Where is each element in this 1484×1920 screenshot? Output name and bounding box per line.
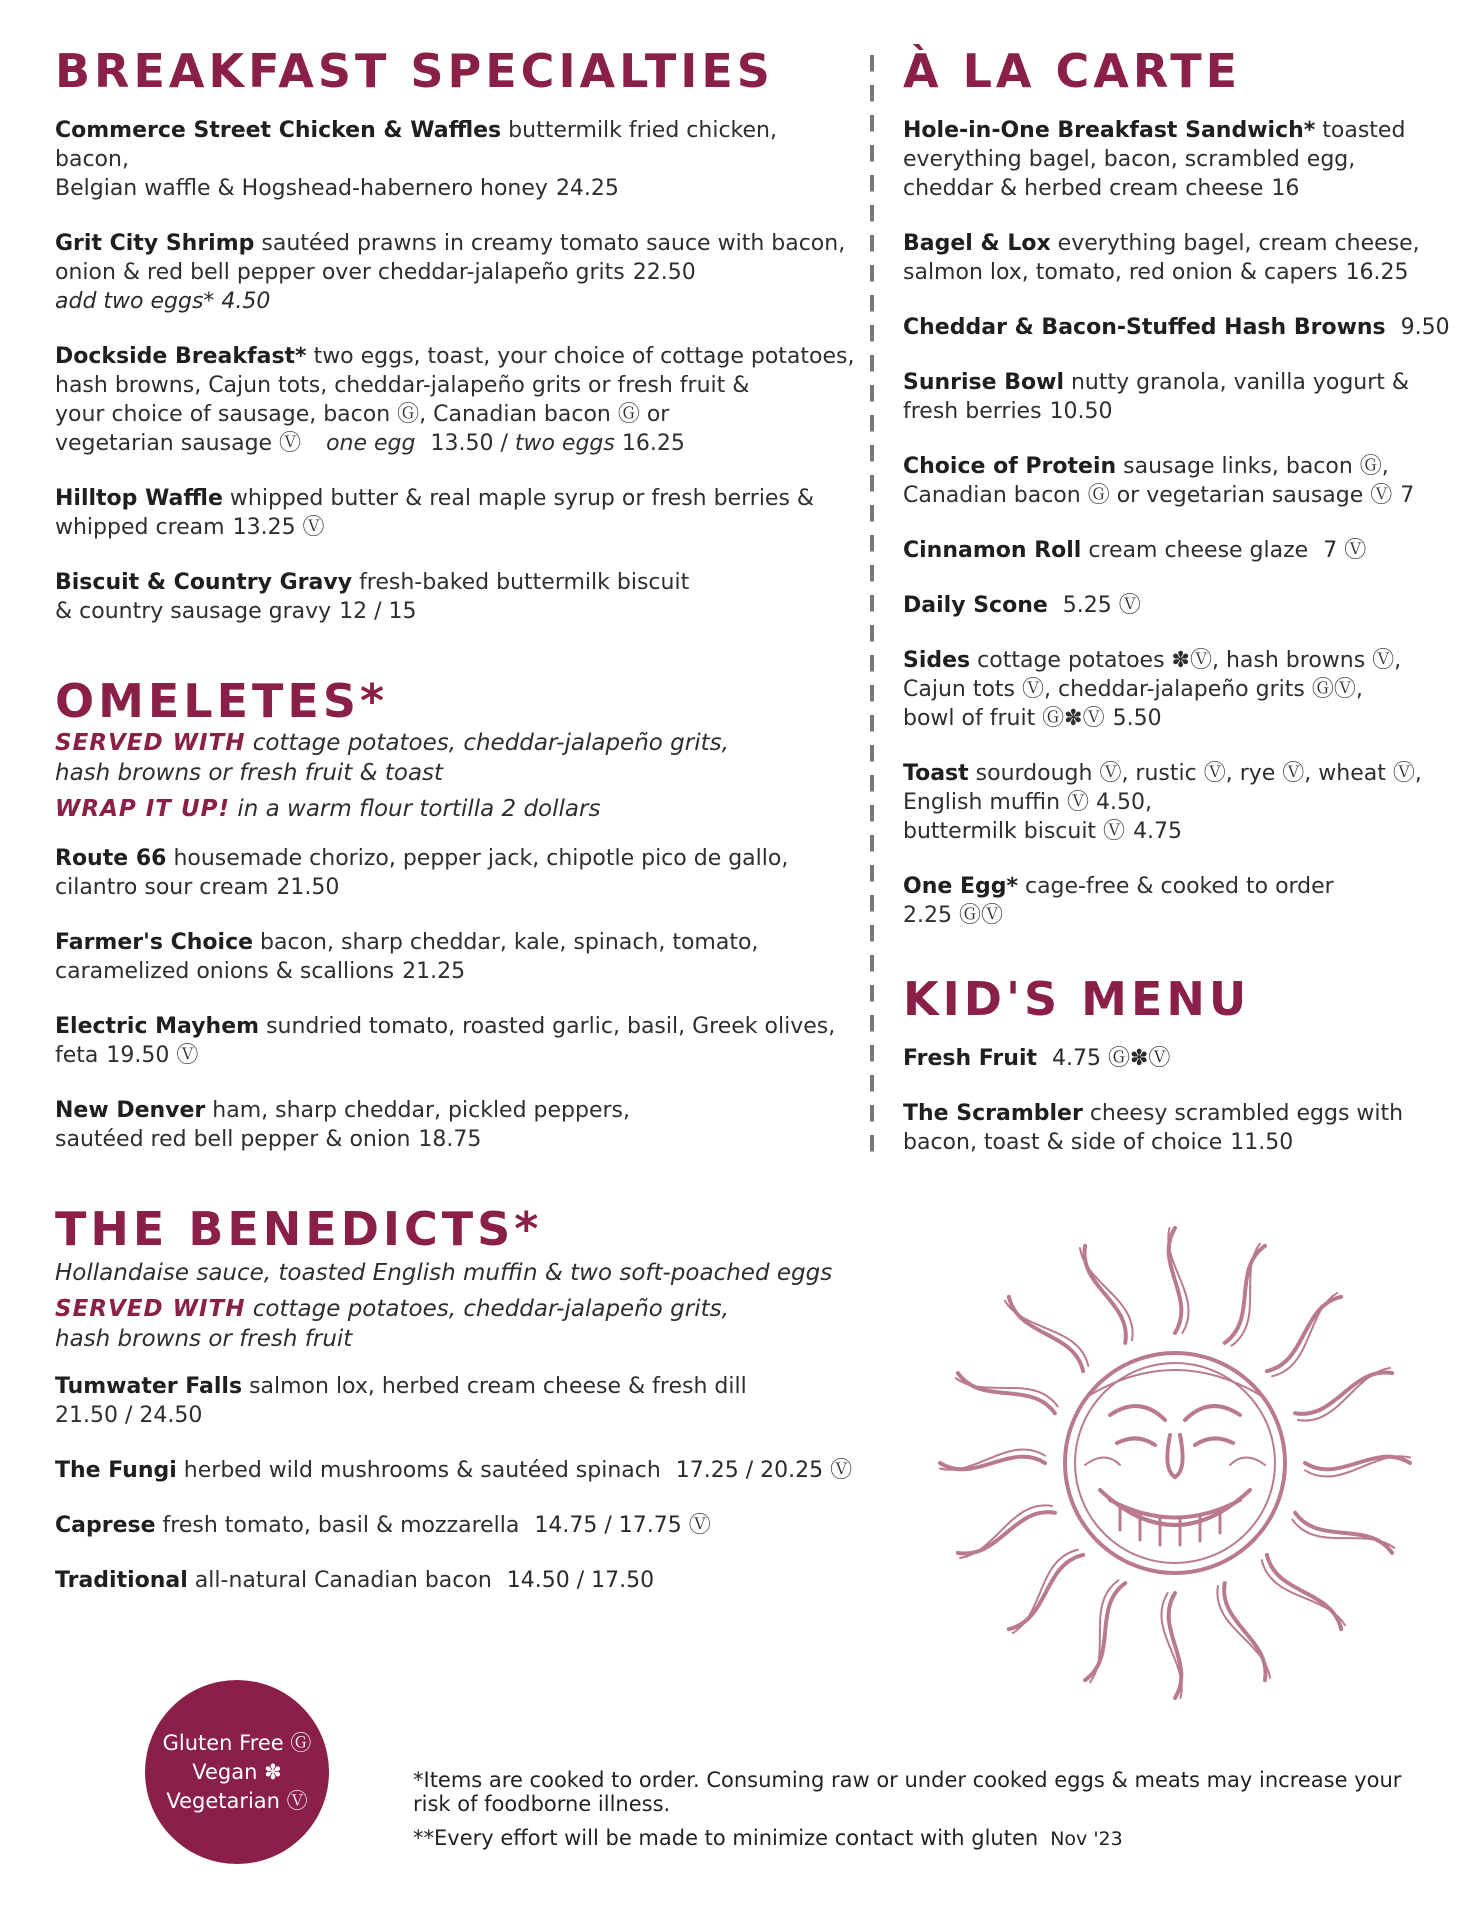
item-desc: sautéed red bell pepper & onion — [55, 1127, 411, 1152]
item-name: Grit City Shrimp — [55, 231, 255, 256]
served-text: hash browns or fresh fruit & toast — [55, 760, 444, 786]
item-name: Hilltop Waffle — [55, 486, 223, 511]
item-desc: sautéed prawns in creamy tomato sauce with bacon, — [261, 231, 846, 256]
item-price: 14.75 / 17.75 Ⓥ — [534, 1513, 711, 1538]
item-price: 17.25 / 20.25 Ⓥ — [675, 1458, 853, 1483]
item-desc: everything bagel, cream cheese, — [1057, 231, 1420, 256]
item-name: Choice of Protein — [903, 454, 1117, 479]
sun-ray — [1084, 1246, 1125, 1343]
kids-title: KID'S MENU — [903, 972, 1251, 1026]
item-price: 5.50 — [1112, 706, 1162, 731]
item-desc: housemade chorizo, pepper jack, chipotle pico de gallo, — [173, 846, 789, 871]
item-desc: cheddar & herbed cream cheese — [903, 176, 1264, 201]
wrap-text: in a warm flour tortilla 2 dollars — [237, 796, 601, 822]
item-desc: sundried tomato, roasted garlic, basil, Greek olives, — [266, 1014, 836, 1039]
item-name: Toast — [903, 761, 969, 786]
item-name: Fresh Fruit — [903, 1046, 1037, 1071]
item-name: Cinnamon Roll — [903, 538, 1082, 563]
sun-ray — [1267, 1555, 1341, 1629]
item-desc: cilantro sour cream — [55, 875, 269, 900]
footnote-gluten — [413, 1826, 1443, 1851]
item-price: 4.75 Ⓖ✽Ⓥ — [1052, 1046, 1171, 1071]
item-desc: hash browns, Cajun tots, cheddar-jalapeño grits or fresh fruit & — [55, 373, 750, 398]
item-desc: vegetarian sausage Ⓥ — [55, 431, 302, 456]
menu-date: Nov '23 — [1050, 1828, 1123, 1850]
menu-item — [903, 313, 1463, 342]
dietary-legend — [145, 1680, 329, 1864]
item-name: Bagel & Lox — [903, 231, 1051, 256]
sun-ray — [940, 1457, 1045, 1470]
legend-gluten-free: Gluten Free Ⓖ — [162, 1730, 312, 1755]
item-name: The Fungi — [55, 1458, 177, 1483]
menu-item — [55, 844, 855, 902]
sun-ray — [1224, 1583, 1265, 1680]
served-text: cottage potatoes, cheddar-jalapeño grits, — [252, 1296, 729, 1322]
price-label: one egg — [326, 431, 416, 456]
item-name: Tumwater Falls — [55, 1374, 243, 1399]
served-label: SERVED WITH — [55, 1296, 246, 1322]
item-desc: onion & red bell pepper over cheddar-jalapeño grits — [55, 260, 625, 285]
menu-item — [55, 1096, 855, 1154]
item-desc: & country sausage gravy — [55, 599, 332, 624]
item-desc: Canadian bacon Ⓖ or vegetarian sausage Ⓥ — [903, 483, 1393, 508]
item-name: Daily Scone — [903, 593, 1048, 618]
menu-item — [903, 229, 1463, 287]
menu-item — [903, 646, 1463, 733]
item-price: 11.50 — [1230, 1130, 1294, 1155]
served-with — [55, 728, 855, 788]
menu-item — [903, 536, 1463, 565]
item-price: 5.25 Ⓥ — [1062, 593, 1141, 618]
item-desc: Cajun tots Ⓥ, cheddar-jalapeño grits ⒼⓋ, — [903, 677, 1363, 702]
item-price: 2.25 ⒼⓋ — [903, 903, 1003, 928]
item-price: 16.25 — [621, 431, 685, 456]
wrap-note — [55, 794, 855, 824]
menu-item — [903, 452, 1463, 510]
item-price: 9.50 — [1400, 315, 1450, 340]
sun-face-icon — [905, 1215, 1445, 1715]
item-desc: fresh berries — [903, 399, 1042, 424]
footnote-gluten-text: **Every effort will be made to minimize contact with gluten — [413, 1826, 1039, 1850]
menu-item — [55, 1566, 855, 1595]
item-desc: fresh-baked buttermilk biscuit — [359, 570, 690, 595]
legend-vegan: Vegan ✽ — [192, 1759, 282, 1784]
item-desc: whipped cream — [55, 515, 225, 540]
sun-ray — [1169, 1228, 1182, 1333]
benedicts-title: THE BENEDICTS* — [55, 1202, 543, 1256]
menu-item — [55, 484, 855, 542]
item-price: 13.50 — [430, 431, 494, 456]
menu-item — [903, 759, 1463, 846]
left-column — [55, 0, 855, 1621]
item-desc: salmon lox, herbed cream cheese & fresh dill — [249, 1374, 747, 1399]
menu-item — [903, 1044, 1463, 1073]
item-desc: bacon, toast & side of choice — [903, 1130, 1223, 1155]
item-name: Biscuit & Country Gravy — [55, 570, 353, 595]
benedicts-intro: Hollandaise sauce, toasted English muffin & two soft-poached eggs — [55, 1260, 833, 1286]
alacarte-title: À LA CARTE — [903, 44, 1242, 98]
item-desc: herbed wild mushrooms & sautéed spinach — [183, 1458, 661, 1483]
item-price: 19.50 Ⓥ — [106, 1043, 199, 1068]
menu-item: Dockside Breakfast* two eggs, toast, your choice of cottage potatoes, hash browns, Cajun tots, cheddar-jalapeño grits or fresh fruit & your choice of sausage, bacon Ⓖ, Canadian bacon Ⓖ or vegetarian sausage Ⓥ one egg 13.50 / two eggs 16.25 — [55, 344, 855, 456]
item-addon: add two eggs* 4.50 — [55, 289, 271, 314]
menu-item — [55, 1012, 855, 1070]
item-name: Caprese — [55, 1513, 156, 1538]
item-name: Commerce Street Chicken & Waffles — [55, 118, 502, 143]
menu-item — [55, 568, 855, 626]
menu-item — [903, 872, 1463, 930]
item-name: Dockside Breakfast* — [55, 344, 307, 369]
item-price: 16 — [1271, 176, 1300, 201]
column-divider — [870, 55, 874, 1155]
sun-ray — [1009, 1297, 1083, 1371]
served-with — [55, 1294, 855, 1354]
item-desc: cream cheese glaze — [1088, 538, 1309, 563]
item-desc: sausage links, bacon Ⓖ, — [1123, 454, 1389, 479]
item-price: 21.50 — [276, 875, 340, 900]
item-desc: buttermilk biscuit Ⓥ — [903, 819, 1126, 844]
item-desc: feta — [55, 1043, 99, 1068]
wrap-label: WRAP IT UP! — [55, 796, 231, 822]
item-price: 10.50 — [1049, 399, 1113, 424]
served-label: SERVED WITH — [55, 730, 246, 756]
item-desc: cage-free & cooked to order — [1024, 874, 1334, 899]
item-desc: fresh tomato, basil & mozzarella — [162, 1513, 520, 1538]
served-text: hash browns or fresh fruit — [55, 1326, 353, 1352]
item-desc: nutty granola, vanilla yogurt & — [1070, 370, 1410, 395]
item-name: Farmer's Choice — [55, 930, 254, 955]
item-name: Traditional — [55, 1568, 188, 1593]
legend-vegetarian: Vegetarian Ⓥ — [166, 1788, 308, 1813]
menu-item — [55, 928, 855, 986]
sun-ray — [1169, 1593, 1182, 1698]
item-name: One Egg* — [903, 874, 1018, 899]
item-price: 18.75 — [418, 1127, 482, 1152]
item-price: 12 / 15 — [339, 599, 417, 624]
menu-item — [903, 1099, 1463, 1157]
item-desc: bowl of fruit Ⓖ✽Ⓥ — [903, 706, 1105, 731]
item-desc: toasted — [1322, 118, 1406, 143]
menu-item — [903, 591, 1463, 620]
sun-ray — [1305, 1457, 1410, 1470]
sun-ray — [1305, 1456, 1410, 1476]
sun-ray — [1295, 1372, 1392, 1413]
item-price: 16.25 — [1345, 260, 1409, 285]
menu-item — [903, 368, 1463, 426]
sun-ray — [1161, 1593, 1181, 1698]
item-price: 13.25 Ⓥ — [232, 515, 325, 540]
item-name: Cheddar & Bacon-Stuffed Hash Browns — [903, 315, 1386, 340]
item-name: The Scrambler — [903, 1101, 1083, 1126]
item-desc: English muffin Ⓥ 4.50, — [903, 790, 1152, 815]
sun-ray — [1009, 1555, 1083, 1629]
item-price: 7 — [1400, 483, 1415, 508]
item-name: Route 66 — [55, 846, 167, 871]
item-name: Electric Mayhem — [55, 1014, 260, 1039]
item-name: Sides — [903, 648, 971, 673]
item-desc: your choice of sausage, bacon Ⓖ, Canadian bacon Ⓖ or — [55, 402, 670, 427]
item-price: 22.50 — [632, 260, 696, 285]
item-desc: all-natural Canadian bacon — [194, 1568, 492, 1593]
item-name: Sunrise Bowl — [903, 370, 1064, 395]
item-desc: ham, sharp cheddar, pickled peppers, — [212, 1098, 631, 1123]
served-text: cottage potatoes, cheddar-jalapeño grits, — [252, 730, 729, 756]
item-price: 24.25 — [555, 176, 619, 201]
menu-item — [55, 1456, 855, 1485]
item-price: 21.50 / 24.50 — [55, 1403, 203, 1428]
item-desc: everything bagel, bacon, scrambled egg, — [903, 147, 1356, 172]
item-name: New Denver — [55, 1098, 206, 1123]
menu-item — [55, 1372, 855, 1430]
item-desc: caramelized onions & scallions — [55, 959, 395, 984]
item-desc: buttermilk fried chicken, bacon, — [55, 118, 777, 172]
item-desc: sourdough Ⓥ, rustic Ⓥ, rye Ⓥ, wheat Ⓥ, — [975, 761, 1422, 786]
item-price: 14.50 / 17.50 — [506, 1568, 655, 1593]
menu-item — [55, 1511, 855, 1540]
item-desc: cottage potatoes ✽Ⓥ, hash browns Ⓥ, — [977, 648, 1402, 673]
item-desc: cheesy scrambled eggs with — [1089, 1101, 1404, 1126]
sun-ray — [940, 1449, 1045, 1469]
item-price: 4.75 — [1133, 819, 1183, 844]
item-name: Hole-in-One Breakfast Sandwich* — [903, 118, 1316, 143]
sun-ray — [1267, 1297, 1341, 1371]
omeletes-title: OMELETES* — [55, 674, 389, 728]
price-label: two eggs — [514, 431, 615, 456]
item-price: 21.25 — [402, 959, 466, 984]
menu-item — [903, 116, 1463, 203]
breakfast-title: BREAKFAST SPECIALTIES — [55, 44, 774, 98]
item-desc: whipped butter & real maple syrup or fresh berries & — [229, 486, 815, 511]
footnotes — [413, 1768, 1443, 1861]
item-desc: Belgian waffle & Hogshead-habernero honey — [55, 176, 548, 201]
footnote-cooked: *Items are cooked to order. Consuming raw or under cooked eggs & meats may increase your risk of foodborne illness. — [413, 1768, 1402, 1816]
item-price: 7 Ⓥ — [1323, 538, 1367, 563]
item-desc: two eggs, toast, your choice of cottage potatoes, — [313, 344, 855, 369]
menu-item — [55, 229, 855, 316]
sun-ray — [958, 1512, 1055, 1553]
menu-item — [55, 116, 855, 203]
item-desc: bacon, sharp cheddar, kale, spinach, tomato, — [260, 930, 759, 955]
sun-ray — [1168, 1228, 1188, 1333]
item-desc: salmon lox, tomato, red onion & capers — [903, 260, 1338, 285]
right-column — [903, 0, 1463, 1183]
